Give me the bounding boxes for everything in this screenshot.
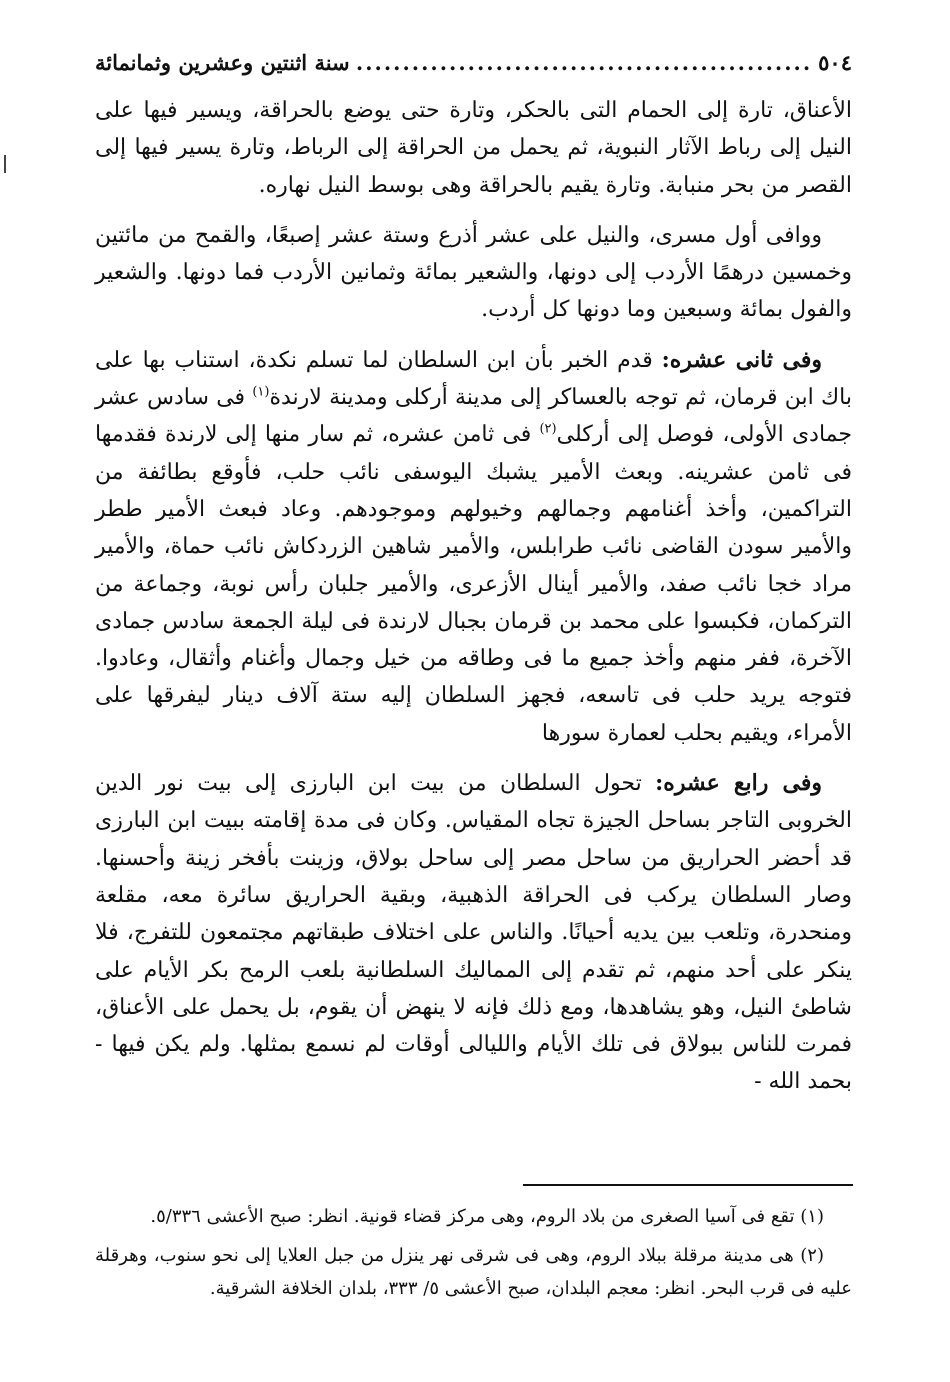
paragraph-4 bbox=[95, 765, 852, 1101]
running-head bbox=[95, 50, 852, 84]
dot-leader bbox=[356, 50, 813, 75]
paragraph-4-lead: وفى رابع عشره: bbox=[655, 770, 822, 797]
footnote-2: (٢) هى مدينة مرقلة ببلاد الروم، وهى فى شرقى نهر ينزل من جبل العلايا إلى نحو سنوب، وهرقلة عليه فى قرب البحر. انظر: معجم البلدان، صبح الأعشى ٥/ ٣٣٣، بلدان الخلافة الشرقية. bbox=[95, 1245, 852, 1299]
running-head-title: سنة اثنتين وعشرين وثمانمائة bbox=[95, 50, 350, 75]
paragraph-3-text-b: فى سادس عشر جمادى الأولى، فوصل إلى أركلى bbox=[95, 385, 852, 448]
paragraph-4-text: تحول السلطان من بيت ابن البارزى إلى بيت نور الدين الخروبى التاجر بساحل الجيزة تجاه المقياس. وكان فى مدة إقامته ببيت ابن البارزى قد أحضر الحراريق من ساحل مصر إلى ساحل بولاق، وزينت بأفخر زينة وأحسنها. وصار السلطان يركب فى الحراقة الذهبية، وبقية الحراريق سائرة معه، مقلعة ومنحدرة، وتلعب بين يديه أحيانًا. والناس على اختلاف طبقاتهم مجتمعون للتفرج، فلا ينكر على أحد منهم، ثم تقدم إلى المماليك السلطانية بلعب الرمح بكر الأيام على شاطئ النيل، وهو يشاهدها، ومع ذلك فإنه لا ينهض أن يقوم، بل يحمل على الأعناق، فمرت للناس ببولاق فى تلك الأيام والليالى أوقات لم نسمع بمثلها. ولم يكن فيها - بحمد الله - bbox=[95, 771, 852, 1095]
paragraph-3 bbox=[95, 342, 852, 752]
paragraph-3-lead: وفى ثانى عشره: bbox=[661, 346, 822, 373]
footnote-ref-2[interactable]: (٢) bbox=[539, 422, 557, 438]
paragraph-1: الأعناق، تارة إلى الحمام التى بالحكر، وتارة حتى يوضع بالحراقة، ويسير فيها على النيل إلى رباط الآثار النبوية، ثم يحمل من الحراقة إلى الرباط، وتارة يسير فيها إلى القصر من بحر منبابة. وتارة يقيم بالحراقة وهى بوسط النيل نهاره. bbox=[95, 98, 852, 198]
paragraph-2: ووافى أول مسرى، والنيل على عشر أذرع وستة عشر إصبعًا، والقمح من مائتين وخمسين درهمًا الأردب إلى دونها، والشعير بمائة وثمانين الأردب فما دونها. والشعير والفول بمائة وسبعين وما دونها كل أردب. bbox=[95, 222, 852, 323]
footnote-separator bbox=[523, 1184, 853, 1186]
main-text bbox=[95, 92, 852, 1114]
paragraph-3-text-c: فى ثامن عشره، ثم سار منها إلى لارندة فقدمها فى ثامن عشرينه. وبعث الأمير يشبك اليوسفى نائب حلب، فأوقع بطائفة من التراكمين، وأخذ أغنامهم وجمالهم وخيولهم وموجودهم. وعاد فبعث الأمير ططر والأمير سودن القاضى نائب طرابلس، والأمير شاهين الزردكاش نائب حماة، والأمير مراد خجا نائب صفد، والأمير أينال الأزعرى، والأمير جلبان رأس نوبة، وجماعة من التركمان، فكبسوا على محمد بن قرمان بجبال لارندة فى ليلة الجمعة سادس جمادى الآخرة، ففر منهم وأخذ جميع ما فى وطاقه من خيل وجمال وأغنام وأثقال، وعادوا. فتوجه يريد حلب فى تاسعه، فجهز السلطان إليه ستة آلاف دينار ليفرقها على الأمراء، ويقيم بحلب لعمارة سورها bbox=[95, 422, 852, 746]
page-number: ٥٠٤ bbox=[818, 50, 852, 75]
scan-edge-mark bbox=[4, 155, 6, 173]
footnote-1: (١) تقع فى آسيا الصغرى من بلاد الروم، وهى مركز قضاء قونية. انظر: صبح الأعشى ٥/٣٣٦. bbox=[150, 1206, 824, 1227]
paragraph-3-text-a: قدم الخبر بأن ابن السلطان لما تسلم نكدة، استناب بها على باك ابن قرمان، ثم توجه بالعساكر إلى مدينة أركلى ومدينة لارندة bbox=[95, 347, 852, 411]
footnote-ref-1[interactable]: (١) bbox=[252, 384, 270, 400]
footnotes bbox=[95, 1200, 852, 1311]
